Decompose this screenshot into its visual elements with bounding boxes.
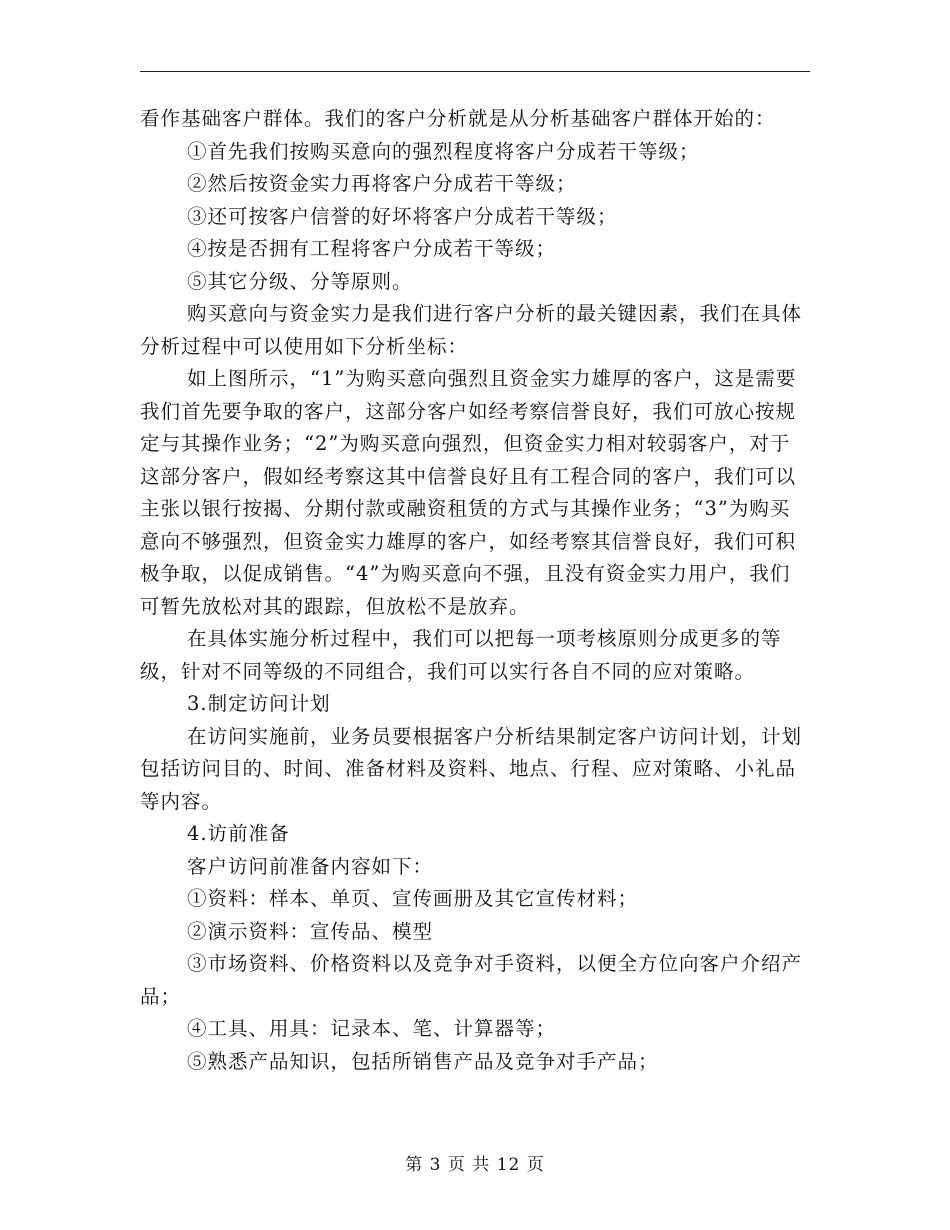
section-heading-3: 3.制定访问计划 — [187, 692, 331, 715]
list-item-2: ②演示资料：宣传品、模型 — [187, 919, 434, 943]
paragraph-3: ②然后按资金实力再将客户分成若干等级； — [187, 172, 577, 195]
paragraph-1: 看作基础客户群体。我们的客户分析就是从分析基础客户群体开始的： — [140, 107, 776, 130]
paragraph-6: ⑤其它分级、分等原则。 — [187, 269, 413, 293]
header-rule — [140, 71, 810, 72]
page-number: 第 3 页 共 12 页 — [405, 1155, 545, 1175]
paragraph-9: 在具体实施分析过程中，我们可以把每一项考核原则分成更多的等级，针对不同等级的不同组合，我们可以实行各自不同的应对策略。 — [140, 627, 782, 683]
list-item-3: ③市场资料、价格资料以及竞争对手资料，以便全方位向客户介绍产品； — [140, 952, 803, 1008]
list-item-4: ④工具、用具：记录本、笔、计算器等； — [187, 1017, 557, 1040]
list-item-1: ①资料：样本、单页、宣传画册及其它宣传材料； — [187, 887, 639, 910]
section-heading-4: 4.访前准备 — [187, 822, 290, 845]
paragraph-5: ④按是否拥有工程将客户分成若干等级； — [187, 237, 557, 260]
document-body — [140, 103, 810, 1078]
paragraph-2: ①首先我们按购买意向的强烈程度将客户分成若干等级； — [187, 139, 700, 163]
paragraph-13: 客户访问前准备内容如下： — [187, 854, 434, 878]
paragraph-8: 如上图所示，“1”为购买意向强烈且资金实力雄厚的客户，这是需要我们首先要争取的客户，这部分客户如经考察信誉良好，我们可放心按规定与其操作业务；“2”为购买意向强烈，但资金实力相对较弱客户，对于这部分客户，假如经考察这其中信誉良好且有工程合同的客户，我们可以主张以银行按揭、分期付款或融资租赁的方式与其操作业务；“3”为购买意向不够强烈，但资金实力雄厚的客户，如经考察其信誉良好，我们可积极争取，以促成销售。“4”为购买意向不强，且没有资金实力用户，我们可暂先放松对其的跟踪，但放松不是放弃。 — [140, 367, 797, 618]
paragraph-7: 购买意向与资金实力是我们进行客户分析的最关键因素，我们在具体分析过程中可以使用如下分析坐标： — [140, 302, 803, 358]
paragraph-11: 在访问实施前，业务员要根据客户分析结果制定客户访问计划，计划包括访问目的、时间、准备材料及资料、地点、行程、应对策略、小礼品等内容。 — [140, 724, 803, 813]
list-item-5: ⑤熟悉产品知识，包括所销售产品及竞争对手产品； — [187, 1049, 659, 1073]
paragraph-4: ③还可按客户信誉的好坏将客户分成若干等级； — [187, 204, 618, 228]
